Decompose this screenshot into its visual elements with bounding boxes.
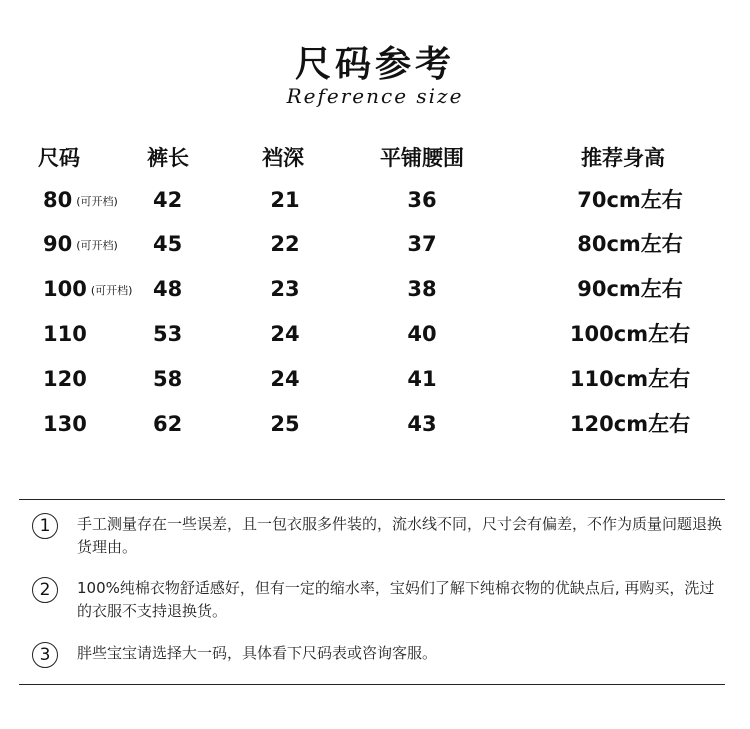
length-cell: 53	[153, 322, 183, 346]
height-cell: 120cm左右	[569, 412, 691, 436]
column-header-size: 尺码	[38, 146, 80, 170]
page-title: 尺码参考	[294, 44, 455, 85]
circled-number-icon: 2	[32, 577, 58, 603]
size-value: 110	[43, 322, 87, 346]
table-row	[0, 359, 750, 399]
size-note: (可开档)	[90, 284, 133, 297]
length-cell: 58	[153, 367, 183, 391]
tip-text: 手工测量存在一些误差，且一包衣服多件装的，流水线不同，尺寸会有偏差，不作为质量问题退换货理由。	[77, 515, 723, 556]
page-subtitle: Reference size	[286, 84, 464, 108]
table-row	[0, 404, 750, 444]
size-value: 90	[43, 232, 73, 256]
size-value: 100	[43, 277, 87, 301]
waist-cell: 38	[407, 277, 437, 301]
rise-cell: 21	[270, 188, 300, 212]
waist-cell: 40	[407, 322, 437, 346]
circled-number-icon: 1	[32, 513, 58, 539]
waist-cell: 43	[407, 412, 437, 436]
table-row	[0, 314, 750, 354]
rise-cell: 22	[270, 232, 300, 256]
divider-bottom	[19, 684, 725, 685]
length-cell: 45	[153, 232, 183, 256]
size-cell	[43, 180, 118, 222]
divider-top	[19, 499, 725, 500]
height-cell: 110cm左右	[569, 367, 691, 391]
height-cell: 90cm左右	[577, 277, 683, 301]
length-cell: 48	[153, 277, 183, 301]
waist-cell: 36	[407, 188, 437, 212]
size-cell	[43, 359, 91, 401]
waist-cell: 41	[407, 367, 437, 391]
size-cell	[43, 269, 132, 311]
length-cell: 42	[153, 188, 183, 212]
column-header-length: 裤长	[147, 146, 189, 170]
size-cell	[43, 404, 91, 446]
size-value: 120	[43, 367, 87, 391]
table-row	[0, 180, 750, 220]
size-note: (可开档)	[76, 195, 118, 208]
column-header-height: 推荐身高	[581, 146, 665, 170]
rise-cell: 24	[270, 367, 300, 391]
height-cell: 100cm左右	[569, 322, 691, 346]
column-header-waist: 平铺腰围	[380, 146, 464, 170]
table-row	[0, 269, 750, 309]
height-cell: 70cm左右	[577, 188, 683, 212]
size-cell	[43, 314, 91, 356]
tip-text: 100%纯棉衣物舒适感好，但有一定的缩水率，宝妈们了解下纯棉衣物的优缺点后, 再购买，洗过的衣服不支持退换货。	[77, 579, 715, 620]
size-value: 130	[43, 412, 87, 436]
rise-cell: 23	[270, 277, 300, 301]
size-cell	[43, 224, 118, 266]
size-value: 80	[43, 188, 73, 212]
table-row	[0, 224, 750, 264]
waist-cell: 37	[407, 232, 437, 256]
length-cell: 62	[153, 412, 183, 436]
circled-number-icon: 3	[32, 642, 58, 668]
column-header-rise: 裆深	[262, 146, 304, 170]
rise-cell: 24	[270, 322, 300, 346]
rise-cell: 25	[270, 412, 300, 436]
tip-text: 胖些宝宝请选择大一码，具体看下尺码表或咨询客服。	[77, 644, 438, 662]
size-note: (可开档)	[76, 239, 118, 252]
height-cell: 80cm左右	[577, 232, 683, 256]
